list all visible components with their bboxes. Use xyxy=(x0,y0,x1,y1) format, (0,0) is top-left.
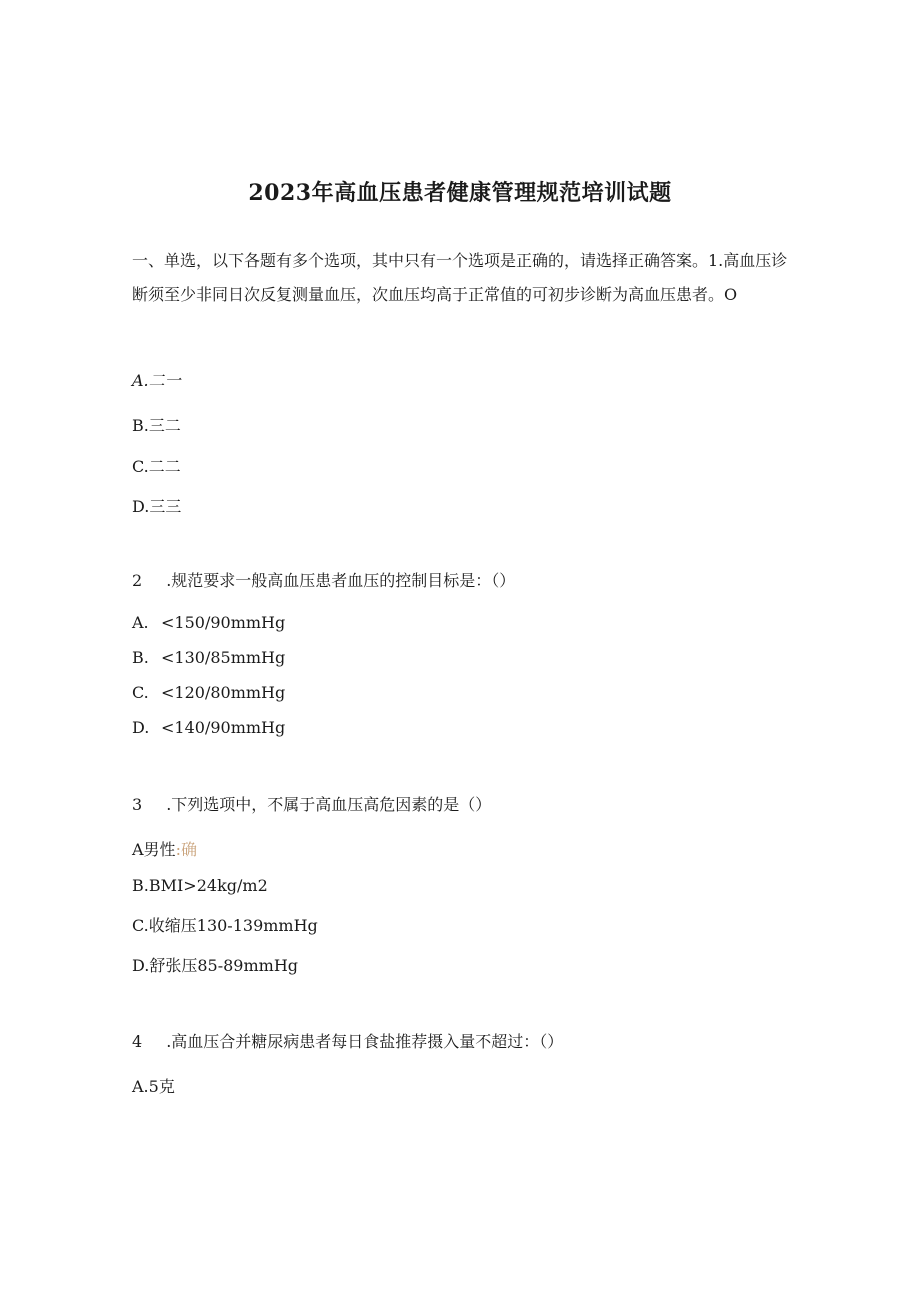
q2-option-label: A. xyxy=(132,613,149,632)
q4-number: 4 xyxy=(132,1032,143,1051)
q2-option-b xyxy=(132,648,285,667)
q3-stem xyxy=(132,792,491,815)
q2-option-c xyxy=(132,683,285,702)
q3-text: .下列选项中，不属于高血压高危因素的是（） xyxy=(166,795,492,814)
q4-stem xyxy=(132,1029,563,1052)
section-intro-question-1: 一、单选，以下各题有多个选项，其中只有一个选项是正确的，请选择正确答案。1.高血压诊断须至少非同日次反复测量血压，次血压均高于正常值的可初步诊断为高血压患者。O xyxy=(132,251,788,304)
q2-option-value: <120/80mmHg xyxy=(161,683,286,702)
q1-option-b: B.三二 xyxy=(132,416,181,435)
q3-option-a xyxy=(132,837,197,860)
q1-option-c: C.二二 xyxy=(132,457,181,476)
q2-option-value: <130/85mmHg xyxy=(161,648,286,667)
q3-number: 3 xyxy=(132,795,143,814)
page-title: 2023年高血压患者健康管理规范培训试题 xyxy=(248,180,672,206)
q1-option-a: A.二一 xyxy=(132,371,181,390)
q2-option-d xyxy=(132,718,285,737)
q2-option-label: B. xyxy=(132,648,149,667)
q4-option-a: A.5克 xyxy=(132,1077,175,1096)
q3-option-c: C.收缩压130-139mmHg xyxy=(132,916,318,935)
q2-option-label: D. xyxy=(132,718,150,737)
q4-text: .高血压合并糖尿病患者每日食盐推荐摄入量不超过：（） xyxy=(166,1032,564,1051)
q2-option-label: C. xyxy=(132,683,149,702)
q2-text: .规范要求一般高血压患者血压的控制目标是：（） xyxy=(166,571,516,590)
q3-option-a-mark: :确 xyxy=(175,840,197,859)
q3-option-d: D.舒张压85-89mmHg xyxy=(132,956,299,975)
q2-option-value: <140/90mmHg xyxy=(161,718,286,737)
q2-number: 2 xyxy=(132,571,143,590)
q1-option-d: D.三三 xyxy=(132,497,182,516)
q2-option-value: <150/90mmHg xyxy=(161,613,286,632)
q3-option-a-text: A男性 xyxy=(132,840,176,859)
q2-option-a xyxy=(132,613,285,632)
q2-stem xyxy=(132,568,515,591)
q3-option-b: B.BMI>24kg∕m2 xyxy=(132,876,268,895)
